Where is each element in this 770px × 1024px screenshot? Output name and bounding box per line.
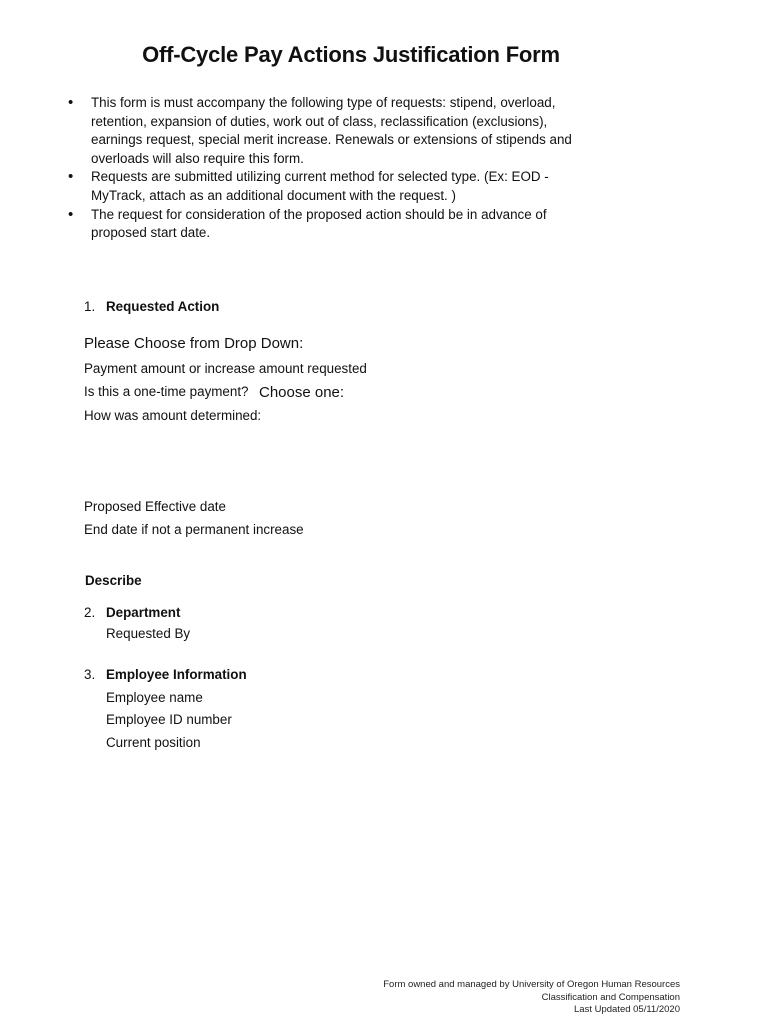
page-title: Off-Cycle Pay Actions Justification Form [142, 42, 560, 67]
footer [383, 979, 680, 1017]
current-position-label: Current position [106, 735, 201, 750]
instruction-bullet: • Requests are submitted utilizing current method for selected type. (Ex: EOD - MyTrack, attach as an additional document with the request. ) [68, 168, 588, 205]
requested-by-label: Requested By [106, 626, 191, 641]
section-number: 3. [84, 667, 96, 682]
one-time-payment-dropdown[interactable]: Choose one: [259, 384, 345, 401]
end-date-label: End date if not a permanent increase [84, 522, 304, 537]
instructions-list [68, 94, 588, 243]
effective-date-label: Proposed Effective date [84, 499, 226, 514]
describe-label: Describe [85, 573, 142, 588]
employee-name-label: Employee name [106, 690, 203, 705]
footer-last-updated: Last Updated 05/11/2020 [574, 1004, 680, 1015]
one-time-payment-label: Is this a one-time payment? [84, 384, 249, 399]
footer-owner: Form owned and managed by University of Oregon Human Resources [383, 979, 680, 990]
instruction-bullet: • This form is must accompany the following type of requests: stipend, overload, retention, expansion of duties, work out of class, reclassification (exclusions), earnings request, special merit increase. Renewals or extensions of stipends and overloads will also require this form. [68, 94, 588, 168]
payment-amount-label: Payment amount or increase amount requested [84, 361, 367, 376]
section-number: 1. [84, 299, 96, 314]
instruction-bullet: • The request for consideration of the proposed action should be in advance of proposed start date. [68, 206, 588, 243]
employee-id-label: Employee ID number [106, 712, 232, 727]
section-heading-department: Department [106, 605, 181, 620]
section-heading-requested-action: Requested Action [106, 299, 220, 314]
section-number: 2. [84, 605, 96, 620]
amount-determined-label: How was amount determined: [84, 408, 262, 423]
dropdown-prompt[interactable]: Please Choose from Drop Down: [84, 335, 304, 352]
section-heading-employee-information: Employee Information [106, 667, 247, 682]
footer-department: Classification and Compensation [541, 991, 680, 1003]
